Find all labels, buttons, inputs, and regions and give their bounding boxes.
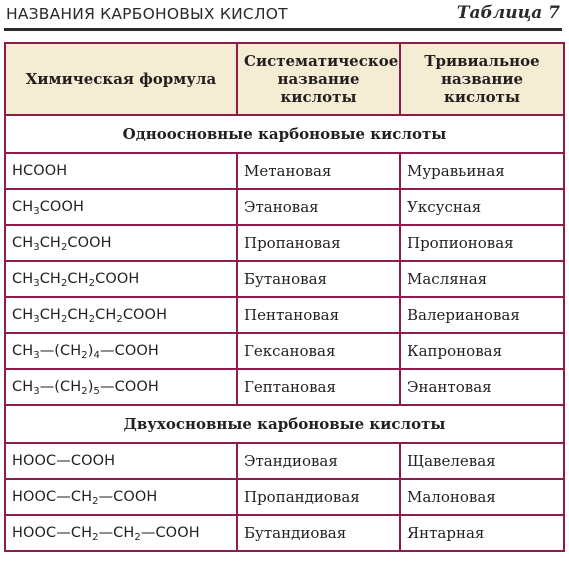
table-row [5, 189, 564, 225]
formula-cell [5, 443, 237, 479]
systematic-name-cell: Метановая [237, 153, 400, 189]
formula-subscript: 2 [88, 278, 96, 289]
trivial-name-cell: Малоновая [400, 479, 564, 515]
table-label: Таблица 7 [456, 3, 560, 23]
formula-cell [5, 369, 237, 405]
column-header-formula: Химическая формула [5, 43, 237, 115]
formula-text: CH [12, 379, 34, 395]
formula-text: ) [87, 343, 94, 359]
formula-subscript: 2 [81, 386, 88, 397]
table-row [5, 153, 564, 189]
formula-text: HCOOH [12, 163, 68, 179]
trivial-name-cell: Муравьиная [400, 153, 564, 189]
page-title: НАЗВАНИЯ КАРБОНОВЫХ КИСЛОТ [6, 5, 288, 23]
systematic-name-cell: Гексановая [237, 333, 400, 369]
formula-cell [5, 479, 237, 515]
formula-text: CH [12, 343, 34, 359]
systematic-name-cell: Бутандиовая [237, 515, 400, 551]
section-row [5, 405, 564, 443]
formula-text: CH [67, 271, 89, 287]
table-row [5, 261, 564, 297]
table-row [5, 479, 564, 515]
formula-cell [5, 333, 237, 369]
formula-cell [5, 297, 237, 333]
formula-text: CH [12, 199, 34, 215]
formula-text: —COOH [100, 343, 159, 359]
formula-text: CH [12, 235, 34, 251]
formula-text: HOOC—CH [12, 489, 93, 505]
formula-text: COOH [95, 271, 140, 287]
table-row [5, 443, 564, 479]
formula-text: CH [39, 271, 61, 287]
header-row [5, 43, 564, 115]
column-header-trivial-name: Тривиальное название кислоты [400, 43, 564, 115]
table-row [5, 297, 564, 333]
title-bar [4, 2, 562, 31]
formula-subscript: 3 [33, 242, 40, 253]
table-row [5, 333, 564, 369]
formula-subscript: 2 [60, 314, 68, 325]
formula-text: COOH [39, 199, 84, 215]
systematic-name-cell: Гептановая [237, 369, 400, 405]
formula-text: —(CH [39, 343, 82, 359]
trivial-name-cell: Янтарная [400, 515, 564, 551]
formula-text: —COOH [100, 379, 159, 395]
formula-subscript: 2 [88, 314, 96, 325]
formula-subscript: 2 [116, 314, 123, 325]
systematic-name-cell: Пропандиовая [237, 479, 400, 515]
formula-subscript: 2 [92, 496, 99, 507]
formula-text: —CH [98, 525, 135, 541]
formula-text: CH [12, 271, 34, 287]
formula-subscript: 3 [33, 206, 40, 217]
formula-text: —COOH [98, 489, 158, 505]
formula-subscript: 2 [92, 532, 99, 543]
formula-subscript: 2 [60, 278, 68, 289]
formula-cell [5, 153, 237, 189]
systematic-name-cell: Этановая [237, 189, 400, 225]
formula-subscript: 3 [33, 350, 40, 361]
trivial-name-cell: Щавелевая [400, 443, 564, 479]
formula-subscript: 3 [33, 314, 40, 325]
formula-cell [5, 515, 237, 551]
formula-subscript: 2 [134, 532, 141, 543]
formula-subscript: 3 [33, 278, 40, 289]
trivial-name-cell: Энантовая [400, 369, 564, 405]
formula-subscript: 2 [60, 242, 68, 253]
formula-text: CH [39, 235, 61, 251]
trivial-name-cell: Уксусная [400, 189, 564, 225]
column-header-systematic-name: Систематическое название кислоты [237, 43, 400, 115]
formula-cell [5, 261, 237, 297]
systematic-name-cell: Пентановая [237, 297, 400, 333]
formula-subscript: 4 [93, 350, 100, 361]
table-row [5, 369, 564, 405]
section-title: Двухосновные карбоновые кислоты [5, 405, 564, 443]
formula-text: HOOC—COOH [12, 453, 116, 469]
systematic-name-cell: Бутановая [237, 261, 400, 297]
formula-text: CH [95, 307, 117, 323]
formula-text: COOH [67, 235, 112, 251]
trivial-name-cell: Масляная [400, 261, 564, 297]
formula-text: ) [87, 379, 94, 395]
table-header [5, 43, 564, 115]
table-row [5, 515, 564, 551]
trivial-name-cell: Пропионовая [400, 225, 564, 261]
formula-text: COOH [122, 307, 168, 323]
formula-text: —COOH [140, 525, 200, 541]
trivial-name-cell: Капроновая [400, 333, 564, 369]
formula-subscript: 2 [81, 350, 88, 361]
trivial-name-cell: Валериановая [400, 297, 564, 333]
formula-text: CH [67, 307, 89, 323]
carboxylic-acids-table [4, 42, 565, 552]
formula-subscript: 5 [93, 386, 100, 397]
systematic-name-cell: Этандиовая [237, 443, 400, 479]
formula-cell [5, 189, 237, 225]
table-row [5, 225, 564, 261]
formula-text: HOOC—CH [12, 525, 93, 541]
formula-text: —(CH [39, 379, 82, 395]
formula-subscript: 3 [33, 386, 40, 397]
formula-text: CH [12, 307, 34, 323]
formula-cell [5, 225, 237, 261]
formula-text: CH [39, 307, 61, 323]
section-row [5, 115, 564, 153]
systematic-name-cell: Пропановая [237, 225, 400, 261]
section-title: Одноосновные карбоновые кислоты [5, 115, 564, 153]
table-body [5, 115, 564, 551]
